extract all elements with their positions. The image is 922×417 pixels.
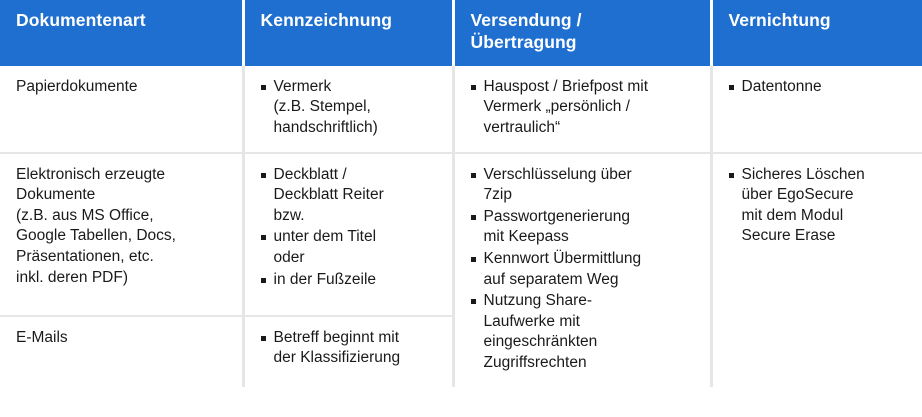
bullet-line: Hauspost / Briefpost mit [483, 77, 649, 95]
column-header-kennzeichnung: Kennzeichnung [243, 0, 453, 66]
text-line: (z.B. aus MS Office, [16, 206, 154, 224]
bullet-line: oder [273, 249, 305, 267]
bullet-list [261, 77, 440, 139]
text-line: Elektronisch erzeugte [16, 165, 166, 183]
bullet-line: Passwortgenerierung [483, 207, 630, 225]
cell-papierdokumente-art [0, 66, 243, 153]
table-row [0, 66, 922, 153]
bullet-line: der Klassifizierung [273, 349, 401, 367]
bullet-line: Laufwerke mit [483, 312, 580, 330]
bullet-line: handschriftlich) [273, 118, 378, 136]
table-body [0, 66, 922, 387]
cell-elektronische-dokumente-vernichtung [711, 153, 922, 387]
column-header-versendung-line1: Versendung / [470, 10, 582, 30]
list-item [261, 227, 440, 268]
cell-elektronische-dokumente-kennzeichnung [243, 153, 453, 316]
bullet-line: Betreff beginnt mit [273, 328, 400, 346]
bullet-line: Vermerk [273, 77, 332, 95]
cell-emails-kennzeichnung [243, 316, 453, 387]
list-item [729, 165, 911, 247]
bullet-line: eingeschränkten [483, 333, 598, 351]
bullet-line: 7zip [483, 186, 512, 204]
bullet-list [729, 77, 911, 98]
text-line: Google Tabellen, Docs, [16, 227, 176, 245]
text-elektronische-dokumente [16, 165, 230, 289]
list-item [471, 249, 698, 290]
table-row [0, 153, 922, 316]
cell-emails-art [0, 316, 243, 387]
bullet-line: Vermerk „persönlich / [483, 98, 630, 116]
list-item [471, 207, 698, 248]
bullet-line: Kennwort Übermittlung [483, 250, 642, 268]
cell-elektronische-dokumente-art [0, 153, 243, 316]
list-item [261, 328, 440, 369]
bullet-line: Deckblatt Reiter [273, 186, 384, 204]
bullet-line: bzw. [273, 206, 305, 224]
list-item [261, 77, 440, 139]
bullet-list [261, 165, 440, 291]
bullet-list [471, 165, 698, 374]
list-item [261, 270, 440, 291]
bullet-line: Deckblatt / [273, 165, 347, 183]
list-item [471, 77, 698, 139]
bullet-line: Sicheres Löschen [741, 165, 865, 183]
text-line: Dokumente [16, 186, 96, 204]
list-item [471, 291, 698, 373]
bullet-line: Zugriffsrechten [483, 354, 587, 372]
table-header [0, 0, 922, 66]
list-item: Datentonne [729, 77, 911, 98]
bullet-line: unter dem Titel [273, 228, 377, 246]
list-item [261, 165, 440, 227]
cell-papierdokumente-vernichtung [711, 66, 922, 153]
list-item [471, 165, 698, 206]
bullet-list [471, 77, 698, 139]
column-header-vernichtung: Vernichtung [711, 0, 922, 66]
cell-papierdokumente-kennzeichnung [243, 66, 453, 153]
bullet-list [261, 328, 440, 369]
cell-elektronische-dokumente-versendung [453, 153, 711, 387]
bullet-line: (z.B. Stempel, [273, 98, 371, 116]
bullet-line: vertraulich“ [483, 118, 561, 136]
text-emails: E-Mails [16, 328, 68, 346]
header-row [0, 0, 922, 66]
text-papierdokumente: Papierdokumente [16, 77, 138, 95]
bullet-line: über EgoSecure [741, 186, 854, 204]
bullet-line: mit dem Modul [741, 206, 844, 224]
bullet-line: mit Keepass [483, 228, 569, 246]
bullet-line: Nutzung Share- [483, 292, 593, 310]
cell-papierdokumente-versendung [453, 66, 711, 153]
bullet-line: Verschlüsselung über [483, 165, 632, 183]
column-header-versendung-uebertragung [453, 0, 711, 66]
bullet-line: auf separatem Weg [483, 270, 619, 288]
bullet-list [729, 165, 911, 247]
text-line: Präsentationen, etc. [16, 248, 154, 266]
bullet-line: in der Fußzeile [273, 270, 377, 288]
text-line: inkl. deren PDF) [16, 268, 128, 286]
column-header-versendung-line2: Übertragung [470, 31, 577, 52]
bullet-line: Secure Erase [741, 227, 836, 245]
column-header-dokumentenart: Dokumentenart [0, 0, 243, 66]
